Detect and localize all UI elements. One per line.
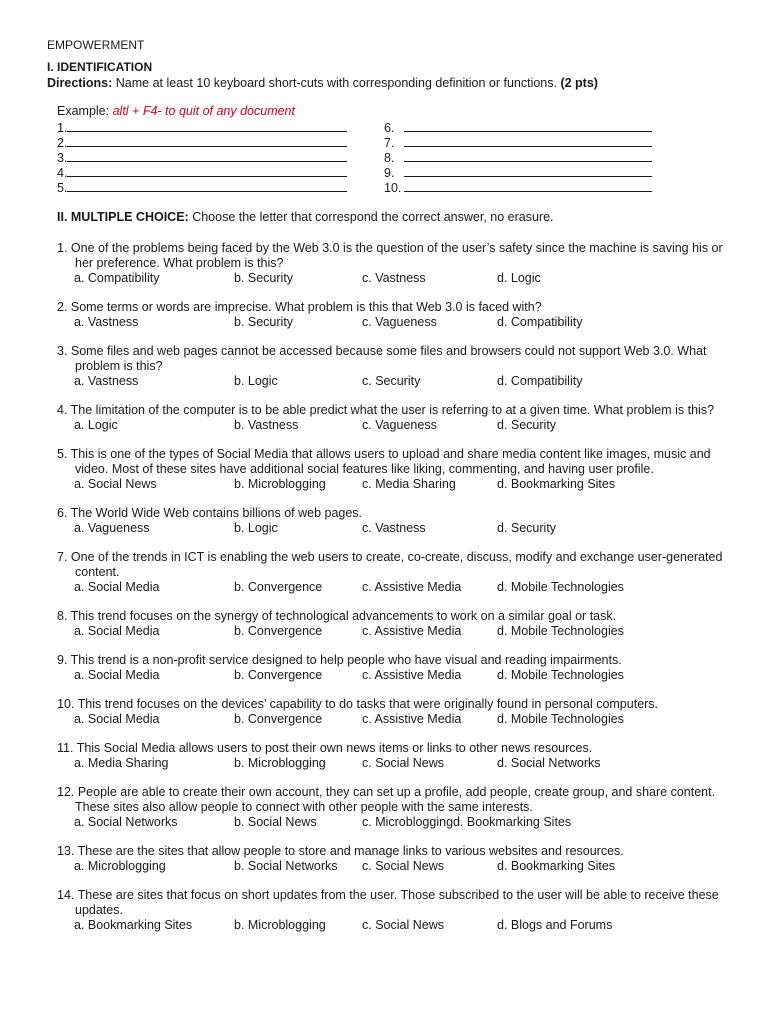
answer-options <box>57 668 727 683</box>
question-text-continued: These sites also allow people to connect with other people with the same interests. <box>75 800 533 814</box>
answer-option[interactable]: b. Convergence <box>234 624 323 638</box>
blank-line[interactable] <box>404 150 652 162</box>
answer-option[interactable]: a. Social Media <box>74 624 160 638</box>
question-8 <box>57 609 727 639</box>
question-stem <box>57 741 727 756</box>
answer-option[interactable]: a. Vastness <box>74 315 139 329</box>
answer-option[interactable]: a. Microblogging <box>74 859 166 873</box>
answer-options <box>57 374 727 389</box>
question-stem <box>57 506 727 521</box>
answer-blank[interactable] <box>57 165 347 180</box>
answer-option[interactable]: c. Social News <box>362 918 444 932</box>
question-text: 9. This trend is a non-profit service designed to help people who have visual and reading impairments. <box>57 653 622 667</box>
answer-option[interactable]: d. Security <box>497 521 557 535</box>
answer-blank[interactable] <box>384 120 652 135</box>
blank-number: 10. <box>384 181 402 195</box>
answer-option[interactable]: b. Security <box>234 271 294 285</box>
answer-option[interactable]: a. Social Media <box>74 580 160 594</box>
answer-blank[interactable] <box>57 120 347 135</box>
answer-option[interactable]: b. Convergence <box>234 712 323 726</box>
answer-blank[interactable] <box>384 180 652 195</box>
answer-option[interactable]: b. Vastness <box>234 418 299 432</box>
answer-blank[interactable] <box>384 165 652 180</box>
answer-option[interactable]: d. Bookmarking Sites <box>497 859 616 873</box>
answer-option[interactable]: c. Vastness <box>362 271 426 285</box>
question-text: 3. Some files and web pages cannot be accessed because some files and browsers could not support Web 3.0. What <box>57 344 707 358</box>
answer-option[interactable]: d. Security <box>497 418 557 432</box>
answer-option[interactable]: b. Convergence <box>234 580 323 594</box>
question-text-continued: problem is this? <box>75 359 163 373</box>
blank-line[interactable] <box>404 120 652 132</box>
question-1 <box>57 241 727 286</box>
answer-option[interactable]: c. Assistive Media <box>362 624 462 638</box>
question-stem <box>57 844 727 859</box>
answer-option[interactable]: b. Logic <box>234 374 278 388</box>
blank-number: 2. <box>57 136 68 150</box>
answer-options <box>57 315 727 330</box>
identification-title: I. IDENTIFICATION <box>47 60 153 74</box>
multiple-choice-instructions: Choose the letter that correspond the correct answer, no erasure. <box>188 210 554 224</box>
answer-option[interactable]: b. Security <box>234 315 294 329</box>
question-9 <box>57 653 727 683</box>
answer-options <box>57 624 727 639</box>
question-text: 13. These are the sites that allow people to store and manage links to various websites and resources. <box>57 844 624 858</box>
answer-option[interactable]: d. Compatibility <box>497 315 583 329</box>
answer-options <box>57 521 727 536</box>
blank-number: 9. <box>384 166 395 180</box>
question-14 <box>57 888 727 933</box>
directions-points: (2 pts) <box>556 76 598 90</box>
answer-option[interactable]: d. Mobile Technologies <box>497 580 624 594</box>
blank-line[interactable] <box>67 165 347 177</box>
question-stem <box>57 403 727 418</box>
directions-text: Name at least 10 keyboard short-cuts with corresponding definition or functions. <box>112 76 557 90</box>
blank-line[interactable] <box>67 120 347 132</box>
question-text: 10. This trend focuses on the devices’ capability to do tasks that were originally found in personal computers. <box>57 697 659 711</box>
question-text: 5. This is one of the types of Social Media that allows users to upload and share media content like images, music and <box>57 447 711 461</box>
answer-option[interactable]: b. Social Networks <box>234 859 338 873</box>
answer-options <box>57 918 727 933</box>
answer-option[interactable]: c. Microbloggingd. Bookmarking Sites <box>362 815 572 829</box>
answer-option[interactable]: d. Blogs and Forums <box>497 918 613 932</box>
identification-directions <box>47 76 598 90</box>
answer-options <box>57 477 727 492</box>
blank-line[interactable] <box>67 150 347 162</box>
answer-option[interactable]: b. Microblogging <box>234 756 326 770</box>
question-7 <box>57 550 727 595</box>
blank-number: 6. <box>384 121 395 135</box>
answer-option[interactable]: c. Assistive Media <box>362 712 462 726</box>
answer-option[interactable]: a. Social Networks <box>74 815 178 829</box>
question-13 <box>57 844 727 874</box>
answer-option[interactable]: c. Vastness <box>362 521 426 535</box>
question-text-continued: updates. <box>75 903 123 917</box>
multiple-choice-heading <box>57 210 554 224</box>
example-text: altl + F4- to quit of any document <box>112 104 295 118</box>
subject-header: EMPOWERMENT <box>47 38 145 52</box>
question-5 <box>57 447 727 492</box>
question-stem <box>57 241 727 271</box>
answer-blank[interactable] <box>57 150 347 165</box>
question-2 <box>57 300 727 330</box>
question-stem <box>57 550 727 580</box>
answer-option[interactable]: c. Media Sharing <box>362 477 456 491</box>
answer-options <box>57 418 727 433</box>
answer-options <box>57 580 727 595</box>
blank-line[interactable] <box>67 180 347 192</box>
question-text: 1. One of the problems being faced by the Web 3.0 is the question of the user’s safety since the machine is saving his or <box>57 241 723 255</box>
answer-option[interactable]: d. Social Networks <box>497 756 601 770</box>
answer-option[interactable]: c. Vagueness <box>362 315 437 329</box>
answer-option[interactable]: c. Vagueness <box>362 418 437 432</box>
blank-line[interactable] <box>67 135 347 147</box>
answer-option[interactable]: d. Mobile Technologies <box>497 668 624 682</box>
question-stem <box>57 785 727 815</box>
blank-number: 7. <box>384 136 395 150</box>
answer-option[interactable]: a. Logic <box>74 418 118 432</box>
answer-blank[interactable] <box>57 180 347 195</box>
answer-option[interactable]: b. Convergence <box>234 668 323 682</box>
question-3 <box>57 344 727 389</box>
answer-option[interactable]: c. Assistive Media <box>362 668 462 682</box>
answer-option[interactable]: d. Logic <box>497 271 541 285</box>
answer-option[interactable]: b. Microblogging <box>234 918 326 932</box>
answer-option[interactable]: a. Vagueness <box>74 521 150 535</box>
answer-option[interactable]: a. Social Media <box>74 668 160 682</box>
multiple-choice-title: II. MULTIPLE CHOICE: <box>57 210 189 224</box>
question-4 <box>57 403 727 433</box>
answer-option[interactable]: a. Vastness <box>74 374 139 388</box>
answer-option[interactable]: a. Social News <box>74 477 157 491</box>
question-text: 2. Some terms or words are imprecise. What problem is this that Web 3.0 is faced with? <box>57 300 542 314</box>
example-line <box>57 104 295 118</box>
example-label: Example: <box>57 104 113 118</box>
answer-options <box>57 271 727 286</box>
blank-number: 4. <box>57 166 68 180</box>
answer-blank[interactable] <box>384 150 652 165</box>
question-stem <box>57 888 727 918</box>
answer-option[interactable]: a. Social Media <box>74 712 160 726</box>
answer-option[interactable]: c. Security <box>362 374 421 388</box>
question-text: 7. One of the trends in ICT is enabling the web users to create, co-create, discuss, modify and exchange user-generated <box>57 550 723 564</box>
answer-option[interactable]: b. Microblogging <box>234 477 326 491</box>
question-12 <box>57 785 727 830</box>
question-text: 4. The limitation of the computer is to be able predict what the user is referring to at a given time. What problem is this? <box>57 403 715 417</box>
blank-number: 3. <box>57 151 68 165</box>
question-stem <box>57 653 727 668</box>
answer-option[interactable]: c. Assistive Media <box>362 580 462 594</box>
question-text: 8. This trend focuses on the synergy of technological advancements to work on a similar goal or task. <box>57 609 617 623</box>
answer-options <box>57 712 727 727</box>
answer-options <box>57 815 727 830</box>
question-text-continued: content. <box>75 565 120 579</box>
blank-line[interactable] <box>404 180 652 192</box>
answer-options <box>57 859 727 874</box>
answer-option[interactable]: d. Mobile Technologies <box>497 712 624 726</box>
answer-option[interactable]: b. Logic <box>234 521 278 535</box>
directions-label: Directions: <box>47 76 113 90</box>
question-11 <box>57 741 727 771</box>
answer-option[interactable]: a. Media Sharing <box>74 756 169 770</box>
answer-blank[interactable] <box>57 135 347 150</box>
answer-option[interactable]: d. Bookmarking Sites <box>497 477 616 491</box>
answer-option[interactable]: c. Social News <box>362 756 444 770</box>
blank-number: 1. <box>57 121 68 135</box>
answer-blank[interactable] <box>384 135 652 150</box>
blank-line[interactable] <box>404 135 652 147</box>
answer-option[interactable]: a. Bookmarking Sites <box>74 918 193 932</box>
answer-options <box>57 756 727 771</box>
question-stem <box>57 447 727 477</box>
answer-option[interactable]: d. Mobile Technologies <box>497 624 624 638</box>
question-stem <box>57 609 727 624</box>
question-text-continued: video. Most of these sites have additional social features like liking, commenting, and having user profile. <box>75 462 654 476</box>
question-text: 11. This Social Media allows users to post their own news items or links to other news resources. <box>57 741 593 755</box>
blank-line[interactable] <box>404 165 652 177</box>
answer-option[interactable]: d. Compatibility <box>497 374 583 388</box>
question-stem <box>57 344 727 374</box>
question-text: 6. The World Wide Web contains billions of web pages. <box>57 506 363 520</box>
question-text-continued: her preference. What problem is this? <box>75 256 284 270</box>
question-stem <box>57 697 727 712</box>
question-10 <box>57 697 727 727</box>
question-stem <box>57 300 727 315</box>
question-text: 14. These are sites that focus on short updates from the user. Those subscribed to the user will be able to receive these <box>57 888 719 902</box>
answer-option[interactable]: a. Compatibility <box>74 271 160 285</box>
question-text: 12. People are able to create their own account, they can set up a profile, add people, create group, and share content. <box>57 785 716 799</box>
blank-number: 5. <box>57 181 68 195</box>
answer-option[interactable]: b. Social News <box>234 815 317 829</box>
answer-option[interactable]: c. Social News <box>362 859 444 873</box>
blank-number: 8. <box>384 151 395 165</box>
question-6 <box>57 506 727 536</box>
